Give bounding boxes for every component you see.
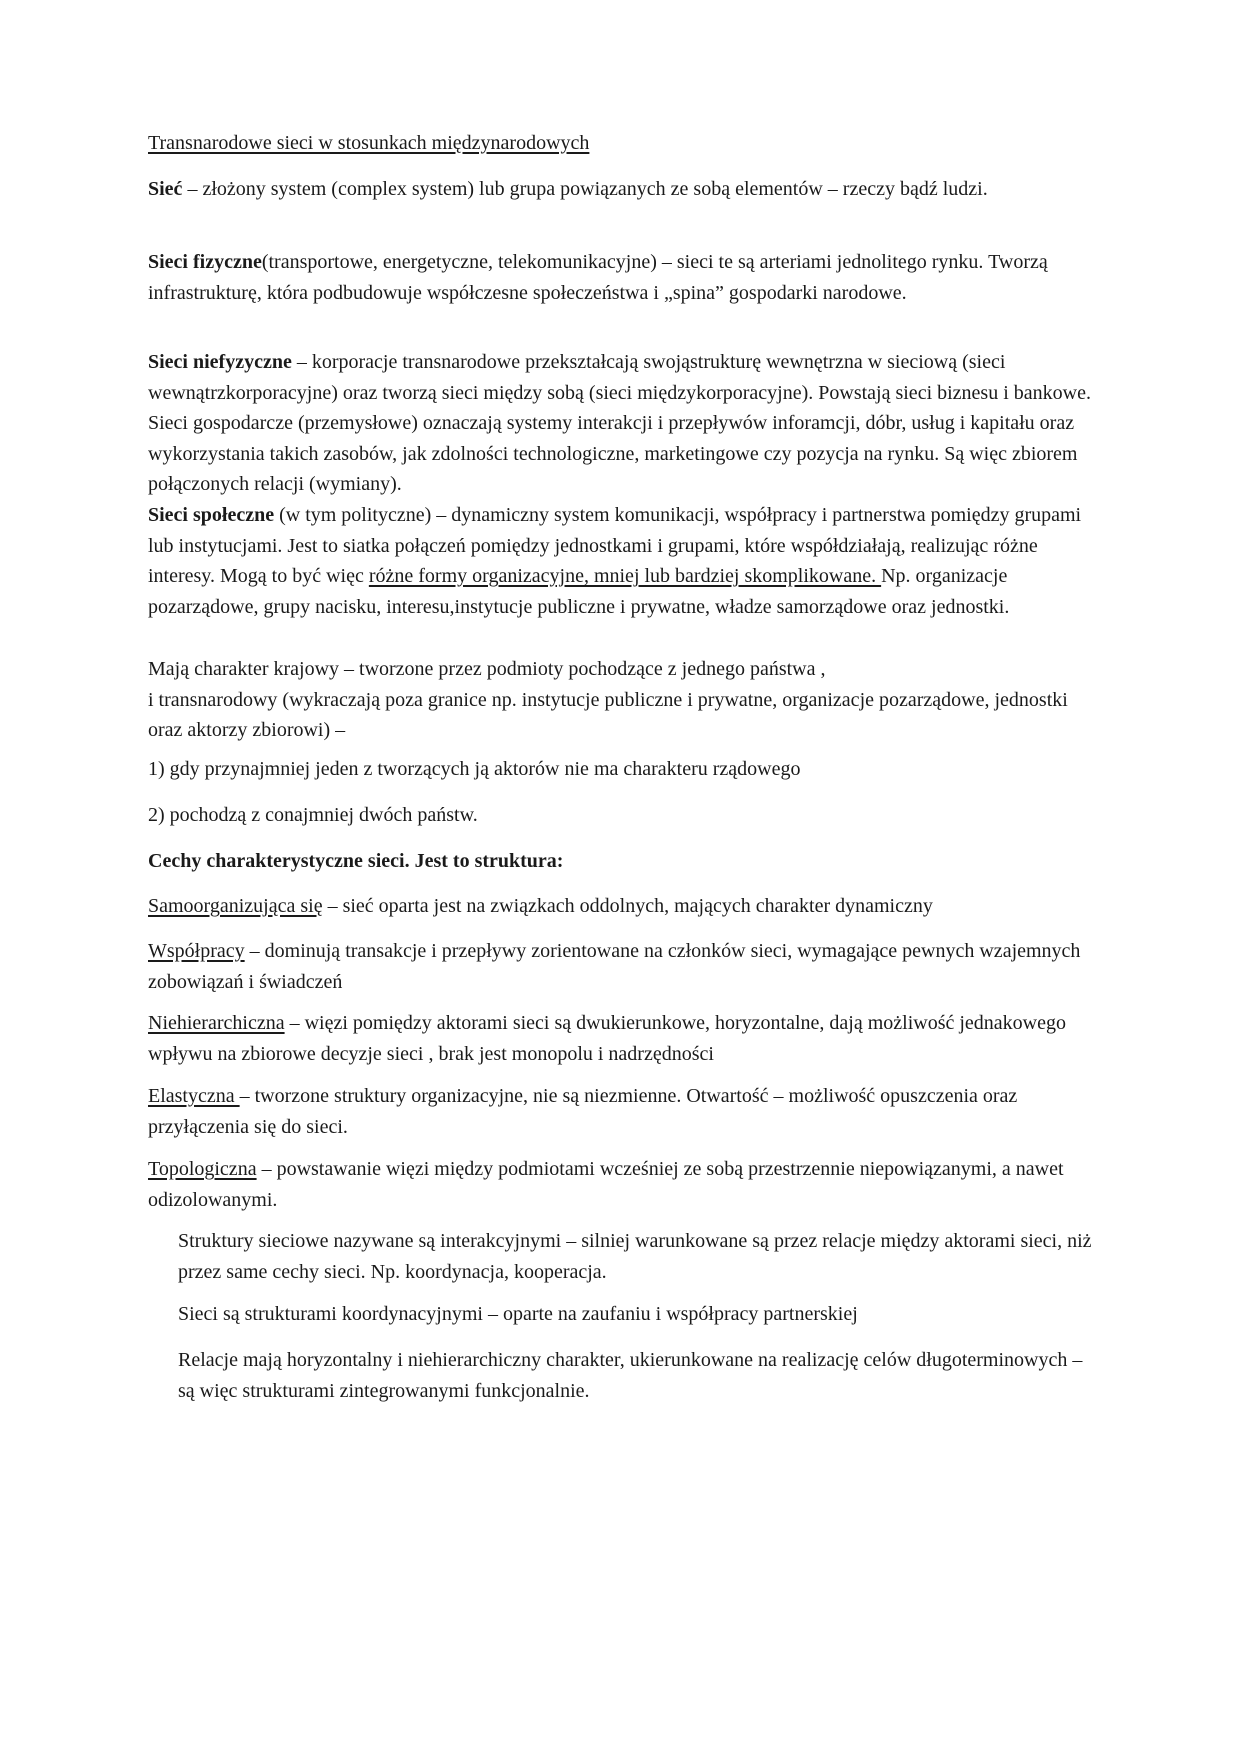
note-paragraph: Sieci są strukturami koordynacyjnymi – oparte na zaufaniu i współpracy partnerskiej	[178, 1303, 858, 1325]
cecha-term: Topologiczna	[148, 1158, 257, 1180]
paragraph-sieci-niefizyczne: Sieci niefyzyczne – korporacje transnarodowe przekształcają swojąstrukturę wewnętrzna w sieciową (sieci wewnątrzkorporacyjne) oraz tworzą sieci między sobą (sieci międzykorporacyjne). Powstają sieci biznesu i bankowe. Sieci gospodarcze (przemysłowe) oznaczają systemy interakcji i przepływów inforamcji, dóbr, usług i kapitału oraz wykorzystania takich zasobów, jak zdolności technologiczne, marketingowe czy pozycja na rynku. Są więc zbiorem połączonych relacji (wymiany).	[148, 351, 1091, 495]
term-sieci-fizyczne: Sieci fizyczne	[148, 251, 262, 273]
list-item: 1) gdy przynajmniej jeden z tworzących ją aktorów nie ma charakteru rządowego	[148, 758, 801, 780]
note-paragraph: Struktury sieciowe nazywane są interakcyjnymi – silniej warunkowane są przez relacje między aktorami sieci, niż przez same cechy sieci. Np. koordynacja, kooperacja.	[178, 1230, 1092, 1283]
list-item: 2) pochodzą z conajmniej dwóch państw.	[148, 804, 478, 826]
note-paragraph: Relacje mają horyzontalny i niehierarchiczny charakter, ukierunkowane na realizację celów długoterminowych – są więc strukturami zintegrowanymi funkcjonalnie.	[178, 1349, 1083, 1402]
cecha-item: Topologiczna – powstawanie więzi między podmiotami wcześniej ze sobą przestrzennie niepowiązanymi, a nawet odizolowanymi.	[148, 1158, 1064, 1211]
term-sieci-niefizyczne: Sieci niefyzyczne	[148, 351, 292, 373]
cecha-term: Samoorganizująca się	[148, 895, 323, 917]
paragraph-siec: Sieć – złożony system (complex system) lub grupa powiązanych ze sobą elementów – rzeczy bądź ludzi.	[148, 178, 988, 200]
underlined-phrase: różne formy organizacyjne, mniej lub bardziej skomplikowane.	[368, 565, 882, 587]
term-siec: Sieć	[148, 178, 183, 200]
paragraph-sieci-fizyczne: Sieci fizyczne(transportowe, energetyczne, telekomunikacyjne) – sieci te są arteriami jednolitego rynku. Tworzą infrastrukturę, która podbudowuje współczesne społeczeństwa i „spina” gospodarki narodowe.	[148, 251, 1048, 304]
paragraph-sieci-spoleczne: Sieci społeczne (w tym polityczne) – dynamiczny system komunikacji, współpracy i partnerstwa pomiędzy grupami lub instytucjami. Jest to siatka połączeń pomiędzy jednostkami i grupami, które współdziałają, realizując różne interesy. Mogą to być więc różne formy organizacyjne, mniej lub bardziej skomplikowane. Np. organizacje pozarządowe, grupy nacisku, interesu,instytucje publiczne i prywatne, władze samorządowe oraz jednostki.	[148, 504, 1082, 618]
cecha-term: Niehierarchiczna	[148, 1012, 285, 1034]
cecha-term: Współpracy	[148, 940, 245, 962]
cechy-heading: Cechy charakterystyczne sieci. Jest to struktura:	[148, 850, 564, 872]
term-sieci-spoleczne: Sieci społeczne	[148, 504, 275, 526]
cecha-item: Niehierarchiczna – więzi pomiędzy aktorami sieci są dwukierunkowe, horyzontalne, dają możliwość jednakowego wpływu na zbiorowe decyzje sieci , brak jest monopolu i nadrzędności	[148, 1012, 1067, 1065]
cecha-item: Elastyczna – tworzone struktury organizacyjne, nie są niezmienne. Otwartość – możliwość opuszczenia oraz przyłączenia się do sieci.	[148, 1085, 1018, 1138]
cecha-term: Elastyczna	[148, 1085, 240, 1107]
document-title: Transnarodowe sieci w stosunkach międzynarodowych	[148, 132, 590, 154]
cecha-item: Współpracy – dominują transakcje i przepływy zorientowane na członków sieci, wymagające pewnych wzajemnych zobowiązań i świadczeń	[148, 940, 1081, 993]
cecha-item: Samoorganizująca się – sieć oparta jest na związkach oddolnych, mających charakter dynamiczny	[148, 895, 933, 917]
paragraph-charakter: Mają charakter krajowy – tworzone przez podmioty pochodzące z jednego państwa , i transnarodowy (wykraczają poza granice np. instytucje publiczne i prywatne, organizacje pozarządowe, jednostki oraz aktorzy zbiorowi) –	[148, 658, 1068, 741]
